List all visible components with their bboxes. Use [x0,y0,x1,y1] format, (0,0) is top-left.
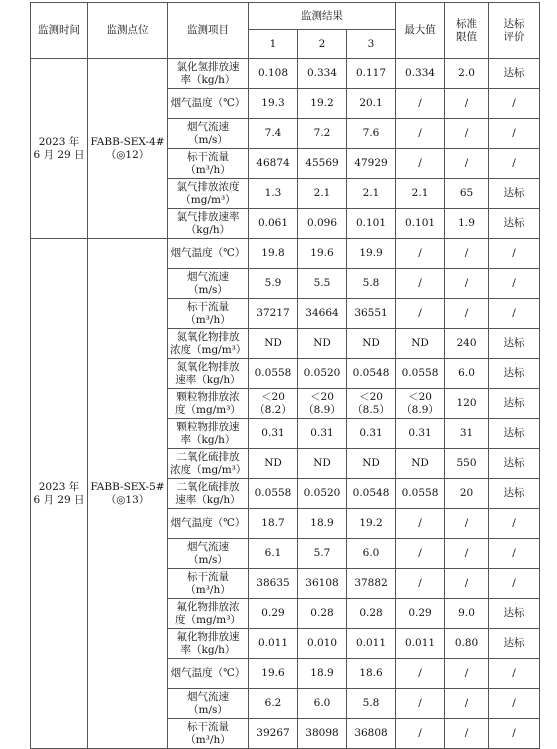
cell-result-2: 7.2 [298,119,347,149]
cell-evaluation: / [489,509,540,539]
cell-result-3: 0.011 [347,629,396,659]
cell-result-2: 0.096 [298,209,347,239]
cell-result-3: 5.8 [347,269,396,299]
cell-evaluation: 达标 [489,449,540,479]
group-date: 2023 年 6 月 29 日 [31,239,88,749]
cell-evaluation: / [489,689,540,719]
cell-result-1: 19.6 [249,659,298,689]
cell-limit: 240 [445,329,489,359]
cell-max: / [396,119,445,149]
cell-limit: 65 [445,179,489,209]
cell-evaluation: 达标 [489,389,540,419]
cell-result-3: 7.6 [347,119,396,149]
cell-result-2: ND [298,449,347,479]
cell-result-1: 0.061 [249,209,298,239]
cell-max: / [396,149,445,179]
cell-result-2: 0.0520 [298,479,347,509]
monitoring-results-table [30,2,540,749]
cell-result-3: 0.31 [347,419,396,449]
group-date: 2023 年 6 月 29 日 [31,59,88,239]
cell-evaluation: 达标 [489,59,540,89]
cell-result-3: 0.117 [347,59,396,89]
cell-result-2: 18.9 [298,509,347,539]
cell-result-1: 7.4 [249,119,298,149]
cell-result-3: 19.9 [347,239,396,269]
cell-max: 0.0558 [396,359,445,389]
cell-evaluation: / [489,239,540,269]
cell-limit: 0.80 [445,629,489,659]
cell-result-2: 0.28 [298,599,347,629]
cell-max: / [396,509,445,539]
cell-result-3: 0.28 [347,599,396,629]
cell-result-2: 0.334 [298,59,347,89]
cell-evaluation: / [489,89,540,119]
header-run-1: 1 [249,30,298,59]
cell-result-2: 5.7 [298,539,347,569]
cell-limit: / [445,539,489,569]
cell-item: 氟化物排放浓 度（mg/m³） [168,599,249,629]
cell-result-1: 0.0558 [249,359,298,389]
cell-result-1: 0.011 [249,629,298,659]
cell-result-3: 0.101 [347,209,396,239]
cell-evaluation: / [489,659,540,689]
cell-item: 烟气温度（℃） [168,239,249,269]
cell-result-1: 39267 [249,719,298,749]
cell-item: 颗粒物排放速 率（kg/h） [168,419,249,449]
cell-evaluation: / [489,539,540,569]
cell-evaluation: 达标 [489,179,540,209]
cell-result-2: 45569 [298,149,347,179]
cell-result-1: 46874 [249,149,298,179]
header-run-3: 3 [347,30,396,59]
header-run-2: 2 [298,30,347,59]
cell-item: 烟气温度（℃） [168,659,249,689]
cell-result-1: 0.31 [249,419,298,449]
cell-result-3: ＜20 （8.5） [347,389,396,419]
table-row [31,59,540,89]
cell-result-1: 6.1 [249,539,298,569]
cell-max: 0.101 [396,209,445,239]
header-item: 监测项目 [168,3,249,59]
cell-result-3: 0.0548 [347,479,396,509]
cell-result-3: 18.6 [347,659,396,689]
cell-result-3: 20.1 [347,89,396,119]
cell-result-1: ND [249,329,298,359]
cell-result-3: 5.8 [347,689,396,719]
cell-result-3: 36808 [347,719,396,749]
cell-result-3: 37882 [347,569,396,599]
cell-result-3: 2.1 [347,179,396,209]
cell-result-1: 18.7 [249,509,298,539]
cell-item: 氮氧化物排放 速率（kg/h） [168,359,249,389]
header-limit: 标准 限值 [445,3,489,59]
cell-item: 烟气流速（m/s） [168,119,249,149]
cell-result-2: 19.2 [298,89,347,119]
cell-result-1: 1.3 [249,179,298,209]
cell-result-2: 18.9 [298,659,347,689]
cell-max: 0.011 [396,629,445,659]
cell-result-2: 5.5 [298,269,347,299]
cell-item: 二氧化硫排放 浓度（mg/m³） [168,449,249,479]
cell-limit: 550 [445,449,489,479]
cell-result-1: 0.108 [249,59,298,89]
cell-result-2: 2.1 [298,179,347,209]
cell-item: 标干流量（m³/h） [168,569,249,599]
cell-limit: / [445,509,489,539]
cell-max: 2.1 [396,179,445,209]
cell-limit: / [445,89,489,119]
header-point: 监测点位 [88,3,168,59]
cell-evaluation: 达标 [489,209,540,239]
cell-evaluation: 达标 [489,599,540,629]
cell-evaluation: 达标 [489,629,540,659]
cell-item: 烟气温度（℃） [168,89,249,119]
cell-result-1: 6.2 [249,689,298,719]
cell-evaluation: / [489,299,540,329]
cell-result-2: 0.0520 [298,359,347,389]
cell-result-1: 0.29 [249,599,298,629]
cell-result-1: 0.0558 [249,479,298,509]
cell-evaluation: 达标 [489,359,540,389]
cell-max: 0.0558 [396,479,445,509]
header-results: 监测结果 [249,3,396,30]
cell-result-2: 0.010 [298,629,347,659]
table-row [31,239,540,269]
cell-max: / [396,539,445,569]
cell-max: / [396,689,445,719]
table-header [31,3,540,59]
cell-evaluation: / [489,569,540,599]
cell-limit: / [445,689,489,719]
cell-max: ND [396,449,445,479]
cell-max: 0.31 [396,419,445,449]
cell-max: ＜20 （8.9） [396,389,445,419]
cell-result-1: 38635 [249,569,298,599]
cell-result-2: 34664 [298,299,347,329]
cell-result-1: ＜20 （8.2） [249,389,298,419]
cell-evaluation: / [489,719,540,749]
cell-item: 烟气流速（m/s） [168,689,249,719]
cell-result-1: 5.9 [249,269,298,299]
cell-limit: / [445,569,489,599]
cell-item: 标干流量（m³/h） [168,719,249,749]
cell-result-3: 0.0548 [347,359,396,389]
cell-result-2: 0.31 [298,419,347,449]
cell-result-2: 6.0 [298,689,347,719]
cell-limit: / [445,149,489,179]
cell-item: 二氧化硫排放 速率（kg/h） [168,479,249,509]
cell-result-1: ND [249,449,298,479]
table-body [31,59,540,749]
cell-max: / [396,569,445,599]
cell-limit: 31 [445,419,489,449]
cell-result-2: 19.6 [298,239,347,269]
cell-item: 氯化氢排放速 率（kg/h） [168,59,249,89]
cell-item: 氮氧化物排放 浓度（mg/m³） [168,329,249,359]
cell-max: / [396,239,445,269]
cell-limit: 2.0 [445,59,489,89]
group-monitoring-point: FABB-SEX-5# （◎13） [88,239,168,749]
cell-max: / [396,719,445,749]
cell-limit: / [445,119,489,149]
cell-item: 标干流量（m³/h） [168,149,249,179]
cell-result-3: 47929 [347,149,396,179]
cell-max: 0.334 [396,59,445,89]
cell-item: 烟气温度（℃） [168,509,249,539]
cell-limit: 20 [445,479,489,509]
cell-max: / [396,269,445,299]
cell-max: / [396,89,445,119]
cell-limit: / [445,719,489,749]
cell-result-1: 19.8 [249,239,298,269]
cell-evaluation: 达标 [489,329,540,359]
cell-item: 烟气流速（m/s） [168,539,249,569]
cell-item: 标干流量（m³/h） [168,299,249,329]
group-monitoring-point: FABB-SEX-4# （◎12） [88,59,168,239]
cell-limit: 120 [445,389,489,419]
cell-evaluation: 达标 [489,479,540,509]
cell-result-3: 36551 [347,299,396,329]
cell-limit: / [445,659,489,689]
cell-result-2: 38098 [298,719,347,749]
cell-limit: 1.9 [445,209,489,239]
cell-max: 0.29 [396,599,445,629]
header-max: 最大值 [396,3,445,59]
cell-result-3: 19.2 [347,509,396,539]
cell-max: / [396,299,445,329]
cell-limit: / [445,239,489,269]
cell-item: 烟气流速（m/s） [168,269,249,299]
cell-item: 氯气排放速率 （kg/h） [168,209,249,239]
cell-result-2: ＜20 （8.9） [298,389,347,419]
cell-max: ND [396,329,445,359]
cell-limit: / [445,299,489,329]
header-time: 监测时间 [31,3,88,59]
cell-result-3: ND [347,329,396,359]
cell-result-3: 6.0 [347,539,396,569]
cell-evaluation: / [489,119,540,149]
header-eval: 达标 评价 [489,3,540,59]
cell-evaluation: / [489,269,540,299]
cell-limit: 6.0 [445,359,489,389]
cell-result-2: 36108 [298,569,347,599]
cell-evaluation: 达标 [489,419,540,449]
cell-result-3: ND [347,449,396,479]
cell-result-2: ND [298,329,347,359]
cell-item: 颗粒物排放浓 度（mg/m³） [168,389,249,419]
cell-item: 氯气排放浓度 （mg/m³） [168,179,249,209]
cell-limit: / [445,269,489,299]
cell-result-1: 19.3 [249,89,298,119]
cell-evaluation: / [489,149,540,179]
cell-item: 氟化物排放速 率（kg/h） [168,629,249,659]
cell-result-1: 37217 [249,299,298,329]
cell-limit: 9.0 [445,599,489,629]
cell-max: / [396,659,445,689]
